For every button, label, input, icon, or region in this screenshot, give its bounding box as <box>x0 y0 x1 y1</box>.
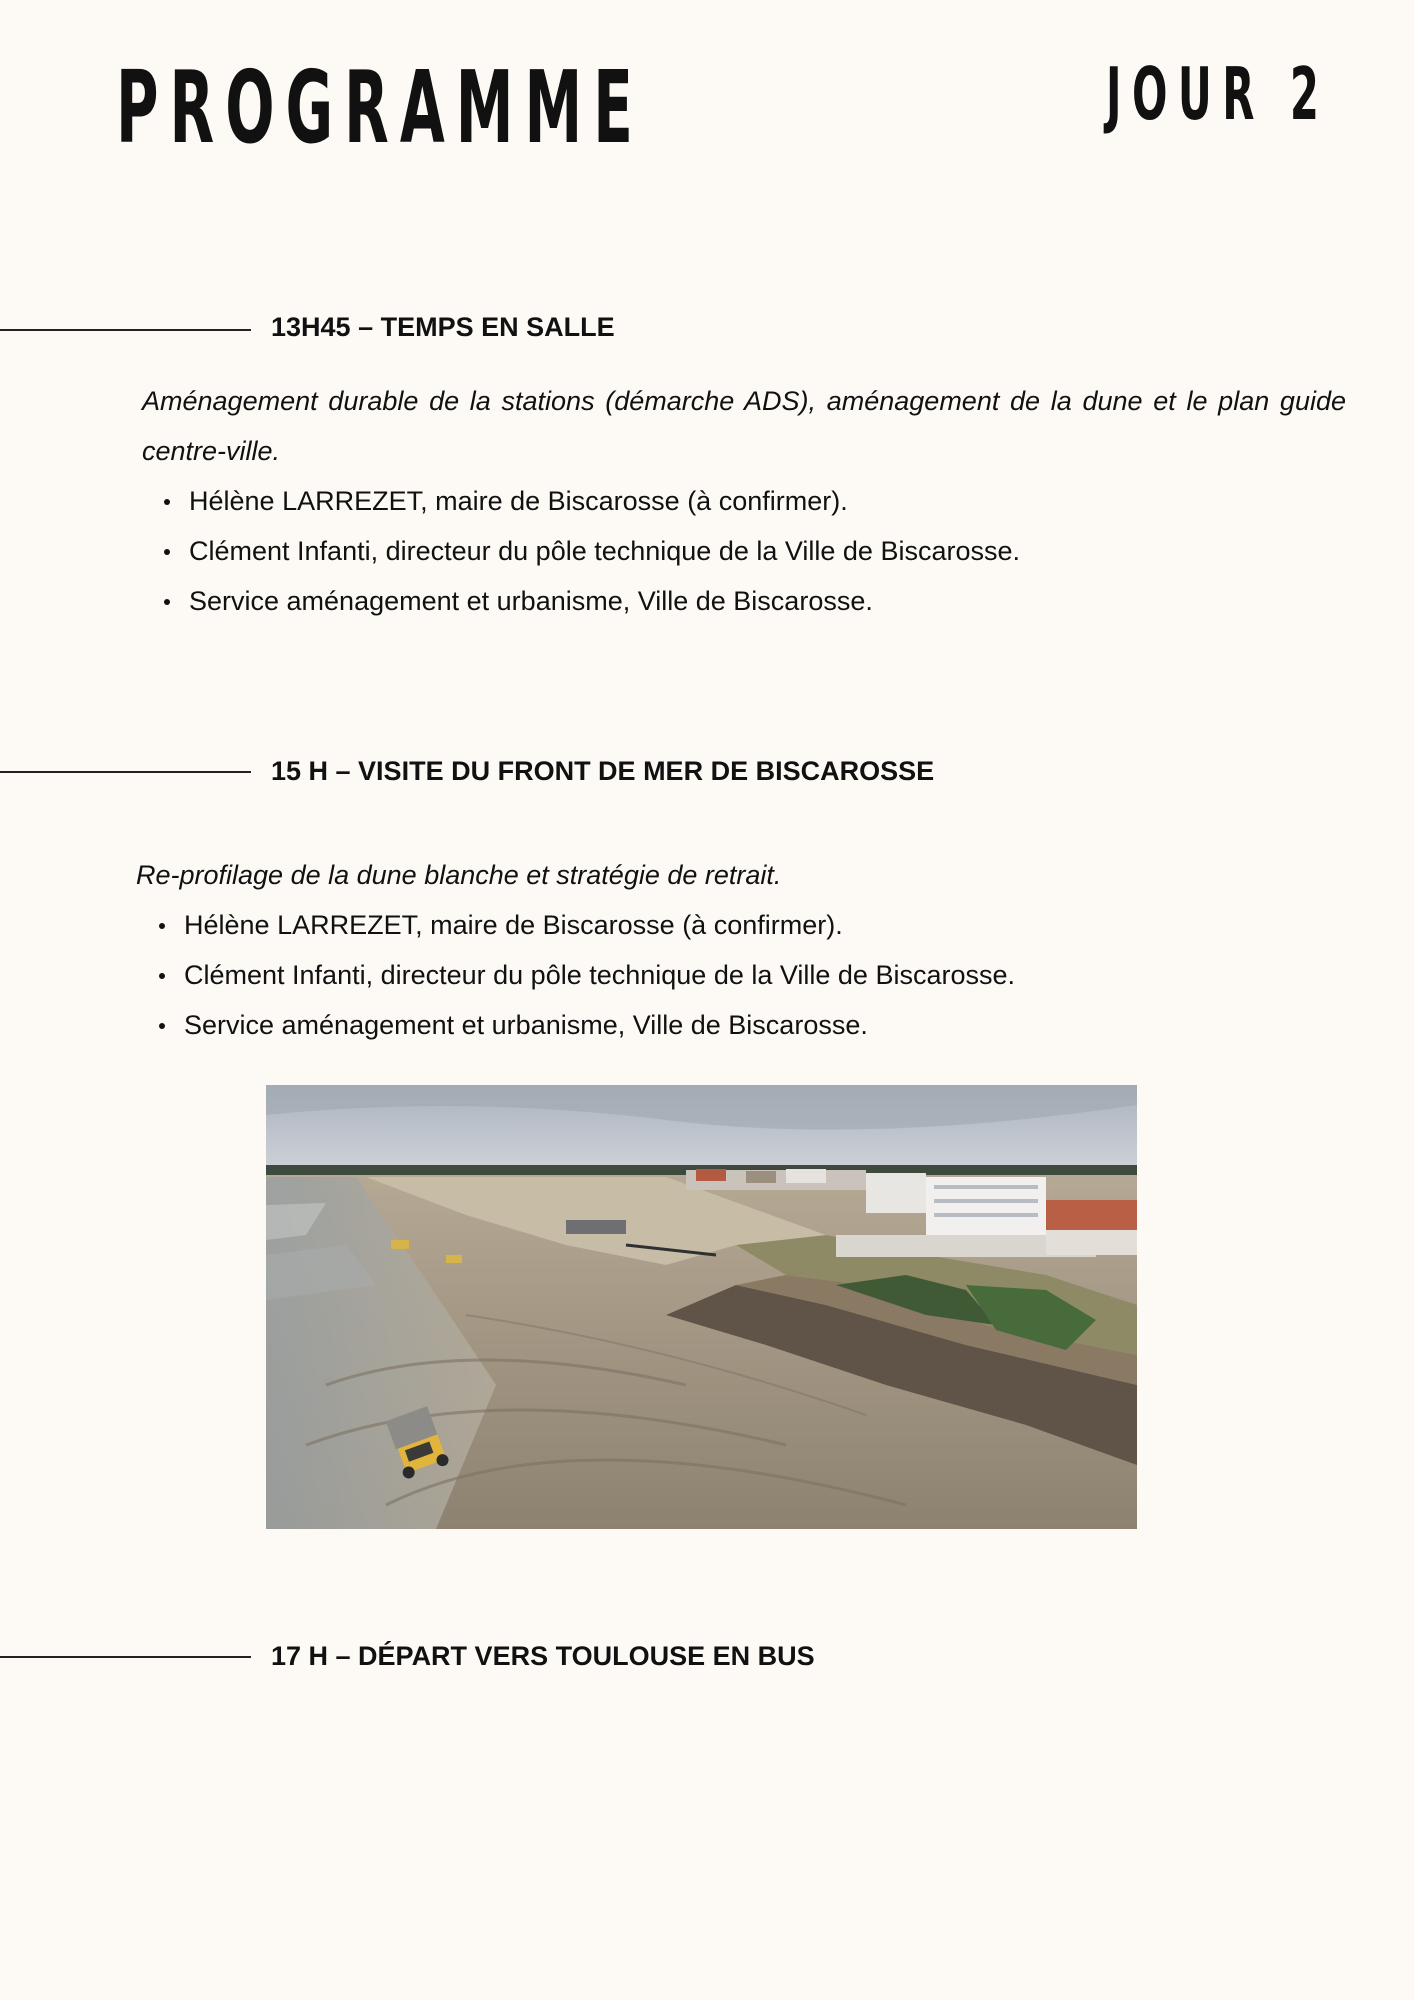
speaker-item: Hélène LARREZET, maire de Biscarosse (à confirmer). <box>184 900 1015 950</box>
section-divider-line <box>0 1656 251 1658</box>
section-intro-visite-front-de-mer: Re-profilage de la dune blanche et stratégie de retrait. <box>136 860 782 890</box>
speaker-item: Hélène LARREZET, maire de Biscarosse (à confirmer). <box>189 476 1020 526</box>
speaker-item: Service aménagement et urbanisme, Ville de Biscarosse. <box>184 1000 1015 1050</box>
section-intro-temps-en-salle: Aménagement durable de la stations (démarche ADS), aménagement de la dune et le plan guide centre-ville. <box>142 386 1346 466</box>
day-label: JOUR 2 <box>1106 52 1330 136</box>
speaker-list-temps-en-salle <box>189 476 1020 626</box>
section-divider-line <box>0 329 251 331</box>
section-divider-line <box>0 771 251 773</box>
section-heading-temps-en-salle: 13H45 – TEMPS EN SALLE <box>271 312 615 342</box>
section-heading-depart-toulouse: 17 H – DÉPART VERS TOULOUSE EN BUS <box>271 1641 815 1671</box>
page-title: PROGRAMME <box>116 49 644 166</box>
speaker-item: Clément Infanti, directeur du pôle technique de la Ville de Biscarosse. <box>184 950 1015 1000</box>
beach-front-aerial-photo <box>266 1085 1137 1529</box>
speaker-item: Service aménagement et urbanisme, Ville de Biscarosse. <box>189 576 1020 626</box>
section-heading-visite-front-de-mer: 15 H – VISITE DU FRONT DE MER DE BISCAROSSE <box>271 756 935 786</box>
speaker-item: Clément Infanti, directeur du pôle technique de la Ville de Biscarosse. <box>189 526 1020 576</box>
speaker-list-visite-front-de-mer <box>184 900 1015 1050</box>
